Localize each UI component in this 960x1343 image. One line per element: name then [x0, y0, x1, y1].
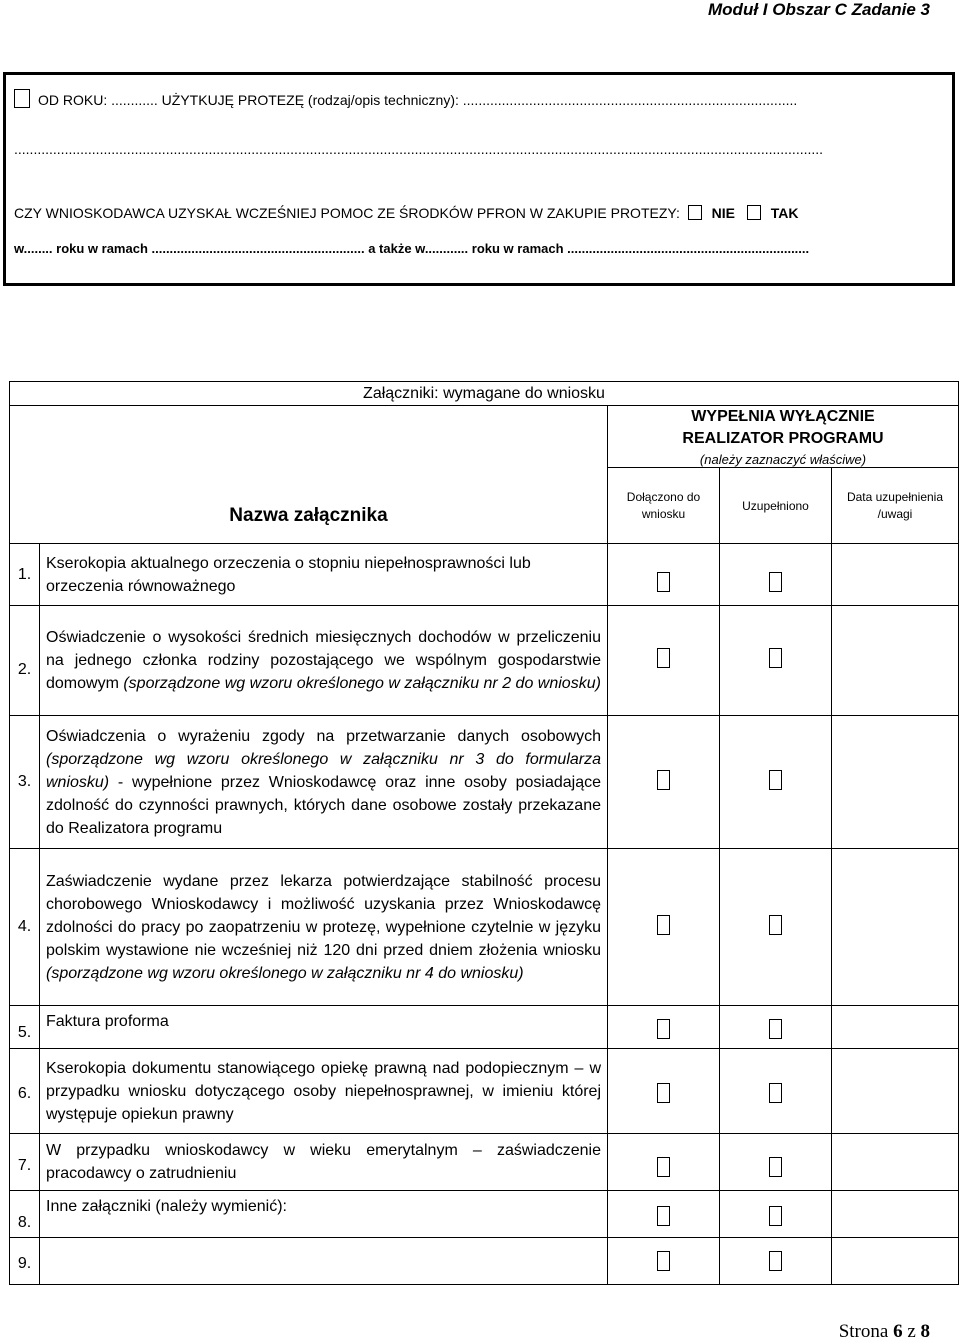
attached-cell	[608, 1191, 720, 1238]
page-total: 8	[920, 1321, 930, 1342]
row-number: 8.	[10, 1191, 40, 1238]
row-description	[40, 849, 608, 1006]
attached-cell	[608, 1049, 720, 1134]
row-number: 2.	[10, 606, 40, 716]
attachment-row	[10, 1049, 959, 1134]
row-number: 7.	[10, 1134, 40, 1191]
row-description	[40, 1006, 608, 1049]
row-description[interactable]	[40, 1238, 608, 1285]
completed-cell	[720, 1049, 832, 1134]
date-notes-cell[interactable]	[832, 544, 959, 606]
row-number: 3.	[10, 716, 40, 849]
date-notes-cell[interactable]	[832, 1134, 959, 1191]
completed-checkbox[interactable]	[769, 648, 782, 668]
attached-cell	[608, 1006, 720, 1049]
completed-checkbox[interactable]	[769, 1206, 782, 1226]
name-column-header-cell	[10, 406, 608, 544]
attachment-row	[10, 849, 959, 1006]
attached-checkbox[interactable]	[657, 770, 670, 790]
attached-cell	[608, 1134, 720, 1191]
row-number: 9.	[10, 1238, 40, 1285]
row-number: 5.	[10, 1006, 40, 1049]
row-text: Inne załączniki (należy wymienić):	[46, 1198, 287, 1215]
yes-label: TAK	[770, 205, 799, 221]
row-description	[40, 1134, 608, 1191]
row-text: Zaświadczenie wydane przez lekarza potwierdzające stabilność procesu chorobowego Wnioskodawcy i możliwość uzyskania przez Wnioskodawcę zdolności do pracy po zaopatrzeniu w protezę, wypełnione czytelnie w języku polskim wystawione nie wcześniej niż 120 dni przed dniem złożenia wniosku	[46, 872, 601, 959]
date-notes-cell[interactable]	[832, 716, 959, 849]
realizator-note: (należy zaznaczyć właściwe)	[699, 452, 867, 467]
row-text: Oświadczenia o wyrażeniu zgody na przetwarzanie danych osobowych	[46, 727, 601, 745]
attached-checkbox[interactable]	[657, 1019, 670, 1039]
no-label: NIE	[711, 205, 735, 221]
no-checkbox[interactable]	[688, 205, 702, 220]
page-prefix: Strona	[838, 1321, 894, 1342]
attachment-row	[10, 1134, 959, 1191]
attached-checkbox[interactable]	[657, 1251, 670, 1271]
realizator-cell	[608, 406, 959, 468]
attached-checkbox[interactable]	[657, 648, 670, 668]
previous-aid-line: w........ roku w ramach ........................................................... a także w............ roku w ramach ...................................................................	[14, 241, 810, 256]
completed-cell	[720, 606, 832, 716]
completed-cell	[720, 849, 832, 1006]
date-notes-cell[interactable]	[832, 1049, 959, 1134]
page-header: Moduł I Obszar C Zadanie 3	[708, 0, 930, 19]
row-description	[40, 1049, 608, 1134]
row-number: 6.	[10, 1049, 40, 1134]
row-text: W przypadku wnioskodawcy w wieku emerytalnym – zaświadczenie pracodawcy o zatrudnieniu	[46, 1142, 601, 1182]
row-text-italic: (sporządzone wg wzoru określonego w załączniku nr 2 do wniosku)	[118, 675, 601, 692]
completed-checkbox[interactable]	[769, 1083, 782, 1103]
row-text: Oświadczenie o wysokości średnich miesięcznych dochodów w przeliczeniu na jednego członka rodziny pozostającego we wspólnym gospodarstwie domowym	[46, 629, 601, 692]
completed-cell	[720, 1134, 832, 1191]
attachment-row	[10, 716, 959, 849]
attachments-title: Załączniki: wymagane do wniosku	[10, 382, 959, 406]
prosthesis-line-text: OD ROKU: ............ UŻYTKUJĘ PROTEZĘ (rodzaj/opis techniczny): ......................................................................................	[38, 92, 798, 108]
completed-checkbox[interactable]	[769, 1019, 782, 1039]
row-number: 1.	[10, 544, 40, 606]
row-text: Faktura proforma	[46, 1013, 169, 1030]
completed-checkbox[interactable]	[769, 1251, 782, 1271]
attached-checkbox[interactable]	[657, 915, 670, 935]
pfron-question-text: CZY WNIOSKODAWCA UZYSKAŁ WCZEŚNIEJ POMOC ZE ŚRODKÓW PFRON W ZAKUPIE PROTEZY:	[14, 205, 680, 221]
attached-cell	[608, 849, 720, 1006]
date-notes-cell[interactable]	[832, 1191, 959, 1238]
attached-checkbox[interactable]	[657, 572, 670, 592]
row-text-continued: - wypełnione przez Wnioskodawcę oraz inne osoby posiadające zdolność do czynności prawnych, których dane osobowe zostały przekazane do Realizatora programu	[46, 773, 601, 837]
date-notes-cell[interactable]	[832, 1238, 959, 1285]
attached-checkbox[interactable]	[657, 1157, 670, 1177]
attached-cell	[608, 716, 720, 849]
column-header-completed: Uzupełniono	[720, 468, 832, 544]
attached-cell	[608, 606, 720, 716]
row-text: Kserokopia dokumentu stanowiącego opiekę prawną nad podopiecznym – w przypadku wniosku dotyczącego osoby niepełnosprawnej, w imieniu której występuje opiekun prawny	[46, 1059, 601, 1123]
page-footer	[839, 1321, 930, 1343]
attached-cell	[608, 544, 720, 606]
attachment-row	[10, 1238, 959, 1285]
row-text-italic: (sporządzone wg wzoru określonego w załączniku nr 3 do formularza wniosku)	[46, 750, 601, 791]
since-year-checkbox[interactable]	[14, 89, 30, 108]
attachment-row	[10, 606, 959, 716]
attachment-row	[10, 1006, 959, 1049]
row-text: Kserokopia aktualnego orzeczenia o stopniu niepełnosprawności lub orzeczenia równoważnego	[46, 554, 531, 595]
page-number: 6	[893, 1321, 903, 1342]
attached-cell	[608, 1238, 720, 1285]
date-notes-cell[interactable]	[832, 849, 959, 1006]
attached-checkbox[interactable]	[657, 1083, 670, 1103]
row-text-italic: (sporządzone wg wzoru określonego w załączniku nr 4 do wniosku)	[46, 964, 524, 982]
completed-cell	[720, 544, 832, 606]
completed-cell	[720, 1238, 832, 1285]
completed-checkbox[interactable]	[769, 915, 782, 935]
row-description	[40, 1191, 608, 1238]
attachments-table	[9, 381, 959, 1285]
column-header-name: Nazwa załącznika	[229, 504, 388, 526]
prosthesis-line	[14, 89, 797, 108]
attached-checkbox[interactable]	[657, 1206, 670, 1226]
completed-cell	[720, 1191, 832, 1238]
row-number: 4.	[10, 849, 40, 1006]
realizator-heading: WYPEŁNIA WYŁĄCZNIE REALIZATOR PROGRAMU	[682, 408, 884, 447]
completed-checkbox[interactable]	[769, 1157, 782, 1177]
column-header-date: Data uzupełnienia /uwagi	[832, 468, 959, 544]
prosthesis-info-box	[3, 72, 955, 286]
column-header-attached: Dołączono do wniosku	[608, 468, 720, 544]
attachment-row	[10, 1191, 959, 1238]
completed-cell	[720, 716, 832, 849]
prosthesis-line-continued: ................................................................................................................................................................................................................	[14, 141, 824, 157]
row-description	[40, 606, 608, 716]
completed-checkbox[interactable]	[769, 572, 782, 592]
pfron-question	[14, 205, 798, 221]
date-notes-cell[interactable]	[832, 1006, 959, 1049]
yes-checkbox[interactable]	[747, 205, 761, 220]
date-notes-cell[interactable]	[832, 606, 959, 716]
row-description	[40, 544, 608, 606]
completed-checkbox[interactable]	[769, 770, 782, 790]
completed-cell	[720, 1006, 832, 1049]
attachment-row	[10, 544, 959, 606]
row-description	[40, 716, 608, 849]
page-of: z	[902, 1321, 921, 1342]
